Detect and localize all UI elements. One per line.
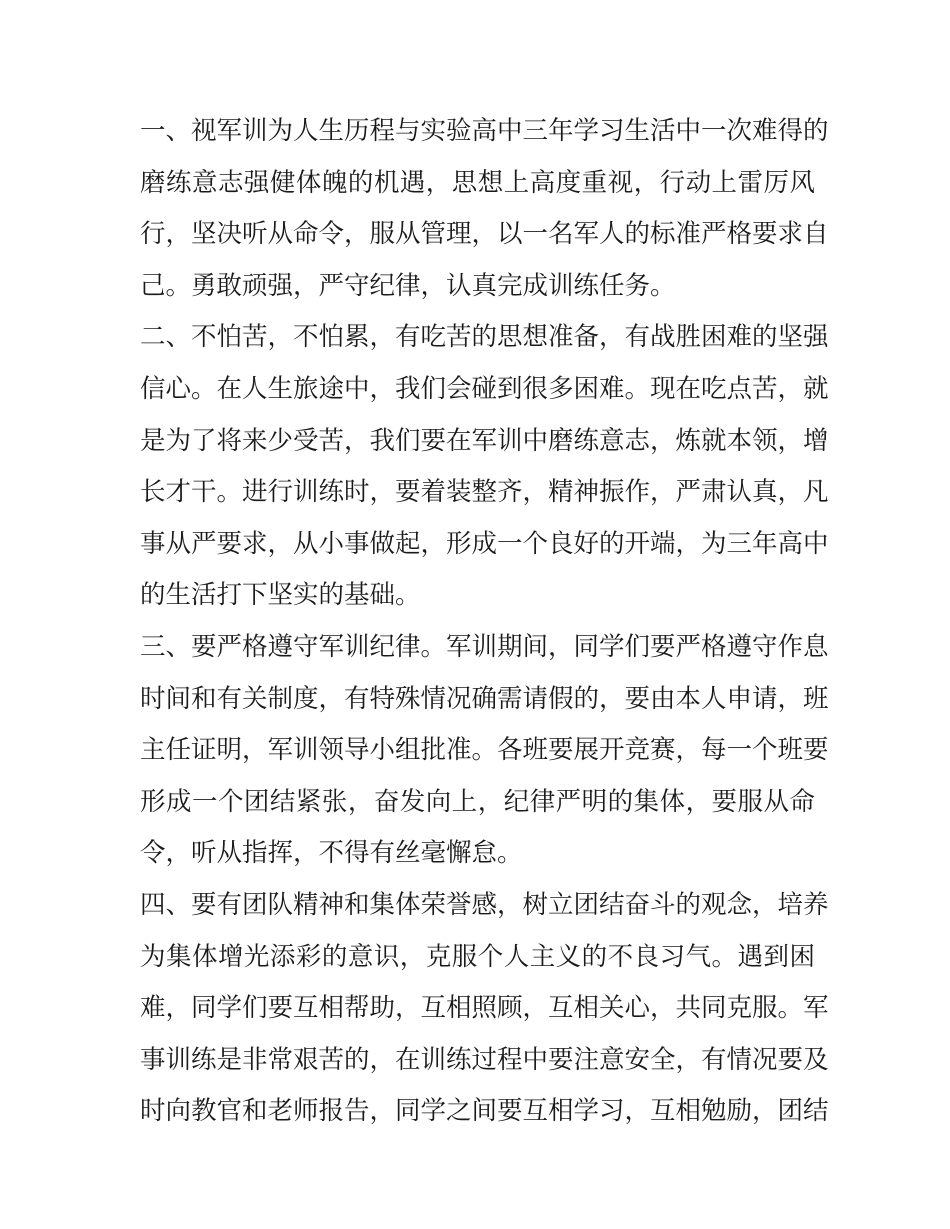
text-line: 时间和有关制度，有特殊情况确需请假的，要由本人申请，班 <box>140 683 829 714</box>
text-line: 事从严要求，从小事做起，形成一个良好的开端，为三年高中 <box>140 528 829 559</box>
text-line: 是为了将来少受苦，我们要在军训中磨练意志，炼就本领，增 <box>140 425 829 456</box>
text-line: 二、不怕苦，不怕累，有吃苦的思想准备，有战胜困难的坚强 <box>140 322 829 353</box>
text-line: 主任证明，军训领导小组批准。各班要展开竞赛，每一个班要 <box>140 735 829 766</box>
text-line: 行，坚决听从命令，服从管理，以一名军人的标准严格要求自 <box>140 219 829 250</box>
text-line: 一、视军训为人生历程与实验高中三年学习生活中一次难得的 <box>140 116 829 146</box>
text-line: 三、要严格遵守军训纪律。军训期间，同学们要严格遵守作息 <box>140 631 829 662</box>
text-line: 令，听从指挥，不得有丝毫懈怠。 <box>140 838 523 869</box>
text-line: 磨练意志强健体魄的机遇，思想上高度重视，行动上雷厉风 <box>140 167 815 198</box>
text-line: 四、要有团队精神和集体荣誉感，树立团结奋斗的观念，培养 <box>140 889 829 920</box>
text-line: 的生活打下坚实的基础。 <box>140 580 421 611</box>
document-body-text <box>140 106 829 1138</box>
text-line: 为集体增光添彩的意识，克服个人主义的不良习气。遇到困 <box>140 941 815 972</box>
text-line: 信心。在人生旅途中，我们会碰到很多困难。现在吃点苦，就 <box>140 373 829 404</box>
text-line: 时向教官和老师报告，同学之间要互相学习，互相勉励，团结 <box>140 1096 829 1127</box>
text-line: 难，同学们要互相帮助，互相照顾，互相关心，共同克服。军 <box>140 993 829 1024</box>
text-line: 己。勇敢顽强，严守纪律，认真完成训练任务。 <box>140 270 676 301</box>
text-line: 形成一个团结紧张，奋发向上，纪律严明的集体，要服从命 <box>140 786 815 817</box>
text-line: 事训练是非常艰苦的，在训练过程中要注意安全，有情况要及 <box>140 1044 829 1075</box>
text-line: 长才干。进行训练时，要着装整齐，精神振作，严肃认真，凡 <box>140 477 829 508</box>
